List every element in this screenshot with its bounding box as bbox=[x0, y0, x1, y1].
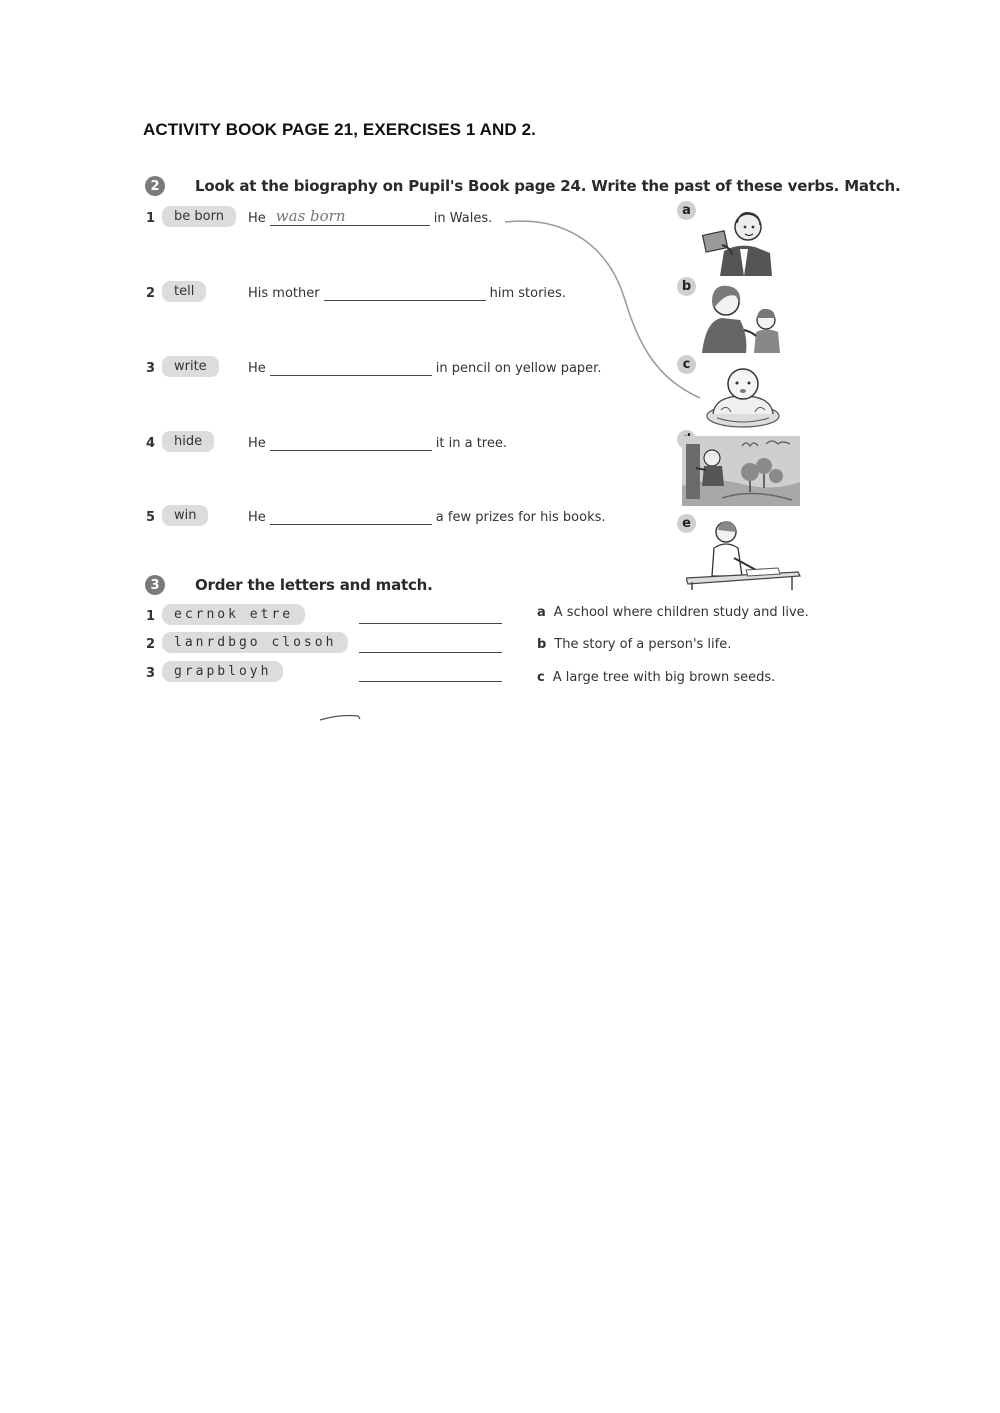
item-number: 3 bbox=[146, 666, 156, 681]
picture-letter-badge: a bbox=[677, 201, 696, 220]
exercise-instruction: Look at the biography on Pupil's Book page 24. Write the past of these verbs. Match. bbox=[195, 177, 901, 195]
sentence-start: His mother bbox=[248, 286, 320, 301]
sentence-start: He bbox=[248, 510, 266, 525]
sentence-end: in Wales. bbox=[433, 211, 493, 226]
matching-line bbox=[500, 210, 710, 405]
definition-letter: a bbox=[537, 605, 546, 620]
item-number: 1 bbox=[146, 211, 156, 226]
item-number: 1 bbox=[146, 609, 156, 624]
item-number: 5 bbox=[146, 510, 156, 525]
sentence-start: He bbox=[248, 361, 266, 376]
picture-letter-badge: b bbox=[677, 277, 696, 296]
exercise-instruction: Order the letters and match. bbox=[195, 576, 433, 594]
sentence-end: a few prizes for his books. bbox=[435, 510, 606, 525]
answer-blank[interactable] bbox=[324, 285, 486, 301]
answer-blank[interactable] bbox=[270, 435, 432, 451]
verb-pill: be born bbox=[162, 206, 236, 227]
definition-text: The story of a person's life. bbox=[554, 637, 732, 652]
definition-item bbox=[537, 670, 775, 685]
sentence-end: him stories. bbox=[489, 286, 566, 301]
scrambled-word-pill: grapbloyh bbox=[162, 661, 283, 682]
verb-pill: hide bbox=[162, 431, 214, 452]
page-title: ACTIVITY BOOK PAGE 21, EXERCISES 1 AND 2. bbox=[143, 120, 536, 139]
definition-item bbox=[537, 637, 731, 652]
answer-line[interactable] bbox=[359, 680, 502, 682]
definition-text: A school where children study and live. bbox=[553, 605, 809, 620]
answer-line[interactable] bbox=[359, 651, 502, 653]
definition-text: A large tree with big brown seeds. bbox=[552, 670, 776, 685]
verb-pill: tell bbox=[162, 281, 206, 302]
picture-letter-badge: e bbox=[677, 514, 696, 533]
sentence bbox=[248, 435, 507, 451]
answer-blank[interactable] bbox=[270, 360, 432, 376]
old-man-with-book-icon bbox=[700, 203, 775, 276]
definition-letter: c bbox=[537, 670, 545, 685]
exercise-number-badge: 2 bbox=[145, 176, 165, 196]
scrambled-word-pill: ecrnok etre bbox=[162, 604, 305, 625]
picture-letter-badge: c bbox=[677, 355, 696, 374]
answer-blank[interactable] bbox=[270, 509, 432, 525]
item-number: 3 bbox=[146, 361, 156, 376]
scrambled-word-pill: lanrdbgo closoh bbox=[162, 632, 348, 653]
mother-and-child-icon bbox=[700, 280, 785, 353]
item-number: 4 bbox=[146, 436, 156, 451]
sentence-end: it in a tree. bbox=[435, 436, 507, 451]
verb-pill: write bbox=[162, 356, 219, 377]
verb-pill: win bbox=[162, 505, 208, 526]
baby-icon bbox=[703, 360, 783, 430]
boy-hiding-in-tree-icon bbox=[682, 436, 800, 506]
exercise-number-badge: 3 bbox=[145, 575, 165, 595]
man-writing-at-desk-icon bbox=[686, 518, 801, 590]
sentence bbox=[248, 509, 606, 525]
sentence-start: He bbox=[248, 211, 266, 226]
handwritten-answer: was born bbox=[275, 207, 346, 225]
item-number: 2 bbox=[146, 286, 156, 301]
sentence-start: He bbox=[248, 436, 266, 451]
answer-line[interactable] bbox=[359, 622, 502, 624]
sentence-end: in pencil on yellow paper. bbox=[435, 361, 602, 376]
answer-blank[interactable] bbox=[270, 207, 430, 226]
definition-letter: b bbox=[537, 637, 547, 652]
definition-item bbox=[537, 605, 809, 620]
sentence bbox=[248, 207, 493, 226]
stray-pen-mark bbox=[318, 710, 364, 724]
item-number: 2 bbox=[146, 637, 156, 652]
